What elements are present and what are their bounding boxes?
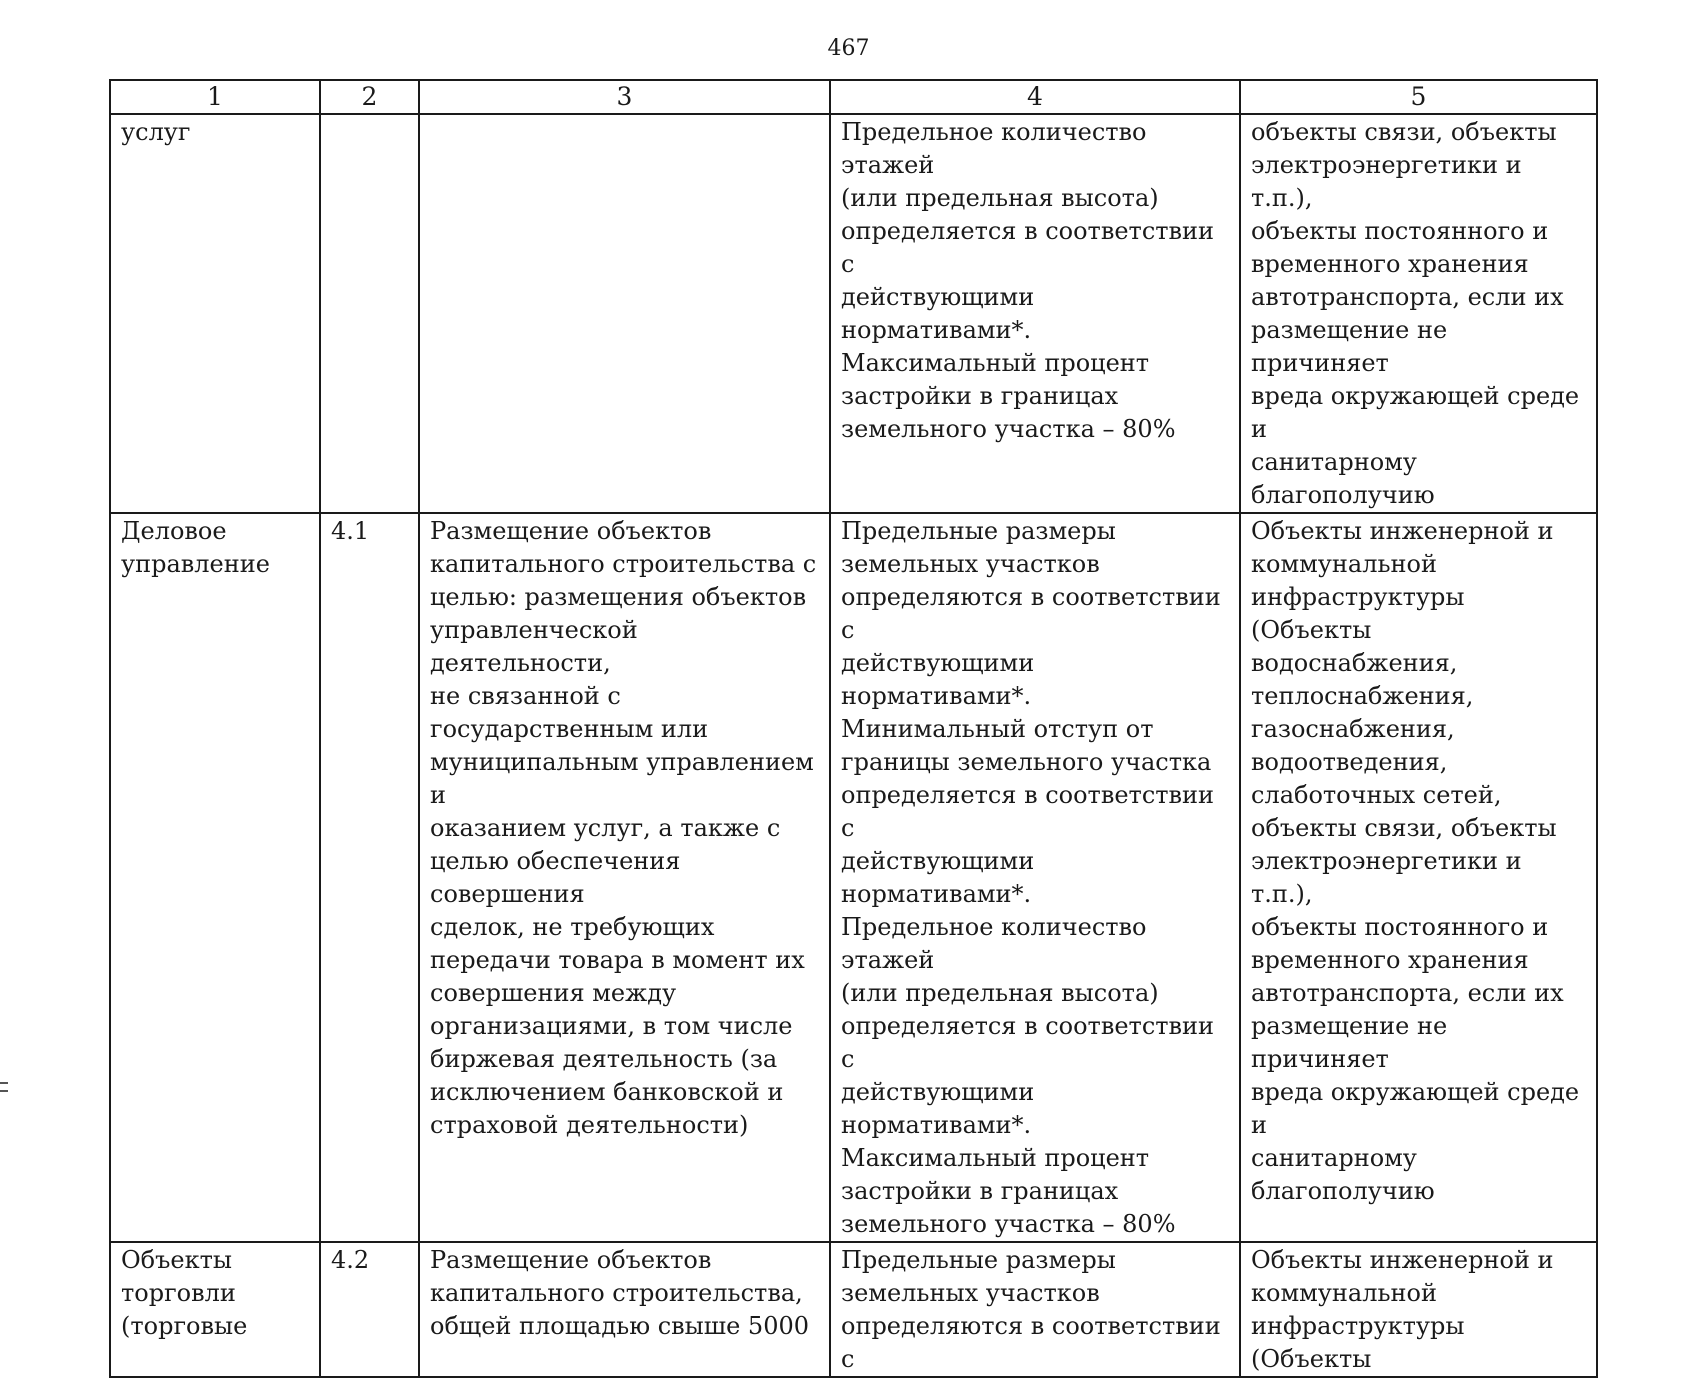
land-use-code-cell: 4.1	[320, 513, 419, 1242]
building-parameters-cell: Предельное количество этажей (или предельная высота) определяется в соответствии с действующими нормативами*. Максимальный процент застройки в границах земельного участка – 80%	[830, 114, 1240, 513]
column-header-1: 1	[110, 80, 320, 114]
auxiliary-uses-cell: Объекты инженерной и коммунальной инфраструктуры (Объекты водоснабжения, теплоснабжения, газоснабжения, водоотведения, слаботочных сетей, объекты связи, объекты электроэнергетики и т.п.), объекты постоянного и временного хранения автотранспорта, если их размещение не причиняет вреда окружающей среде и санитарному благополучию	[1240, 513, 1597, 1242]
table-header-row	[110, 80, 1597, 114]
land-use-description-cell: Размещение объектов капитального строительства, общей площадью свыше 5000	[419, 1242, 830, 1377]
land-use-name-cell: услуг	[110, 114, 320, 513]
land-use-name-cell: Объекты торговли (торговые	[110, 1242, 320, 1377]
building-parameters-cell: Предельные размеры земельных участков определяются в соответствии с	[830, 1242, 1240, 1377]
column-header-5: 5	[1240, 80, 1597, 114]
auxiliary-uses-cell: Объекты инженерной и коммунальной инфраструктуры (Объекты	[1240, 1242, 1597, 1377]
land-use-code-cell	[320, 114, 419, 513]
table-row	[110, 1242, 1597, 1377]
land-use-code-cell: 4.2	[320, 1242, 419, 1377]
page-number: 467	[827, 36, 870, 61]
table-row	[110, 114, 1597, 513]
building-parameters-cell: Предельные размеры земельных участков определяются в соответствии с действующими нормативами*. Минимальный отступ от границы земельного участка определяется в соответствии с действующими нормативами*. Предельное количество этажей (или предельная высота) определяется в соответствии с действующими нормативами*. Максимальный процент застройки в границах земельного участка – 80%	[830, 513, 1240, 1242]
zoning-regulations-table	[109, 79, 1598, 1378]
column-header-4: 4	[830, 80, 1240, 114]
table-row	[110, 513, 1597, 1242]
column-header-3: 3	[419, 80, 830, 114]
auxiliary-uses-cell: объекты связи, объекты электроэнергетики и т.п.), объекты постоянного и временного хранения автотранспорта, если их размещение не причиняет вреда окружающей среде и санитарному благополучию	[1240, 114, 1597, 513]
land-use-description-cell	[419, 114, 830, 513]
land-use-description-cell: Размещение объектов капитального строительства с целью: размещения объектов управленческой деятельности, не связанной с государственным или муниципальным управлением и оказанием услуг, а также с целью обеспечения совершения сделок, не требующих передачи товара в момент их совершения между организациями, в том числе биржевая деятельность (за исключением банковской и страховой деятельности)	[419, 513, 830, 1242]
column-header-2: 2	[320, 80, 419, 114]
land-use-name-cell: Деловое управление	[110, 513, 320, 1242]
scan-margin-mark	[0, 1082, 8, 1092]
